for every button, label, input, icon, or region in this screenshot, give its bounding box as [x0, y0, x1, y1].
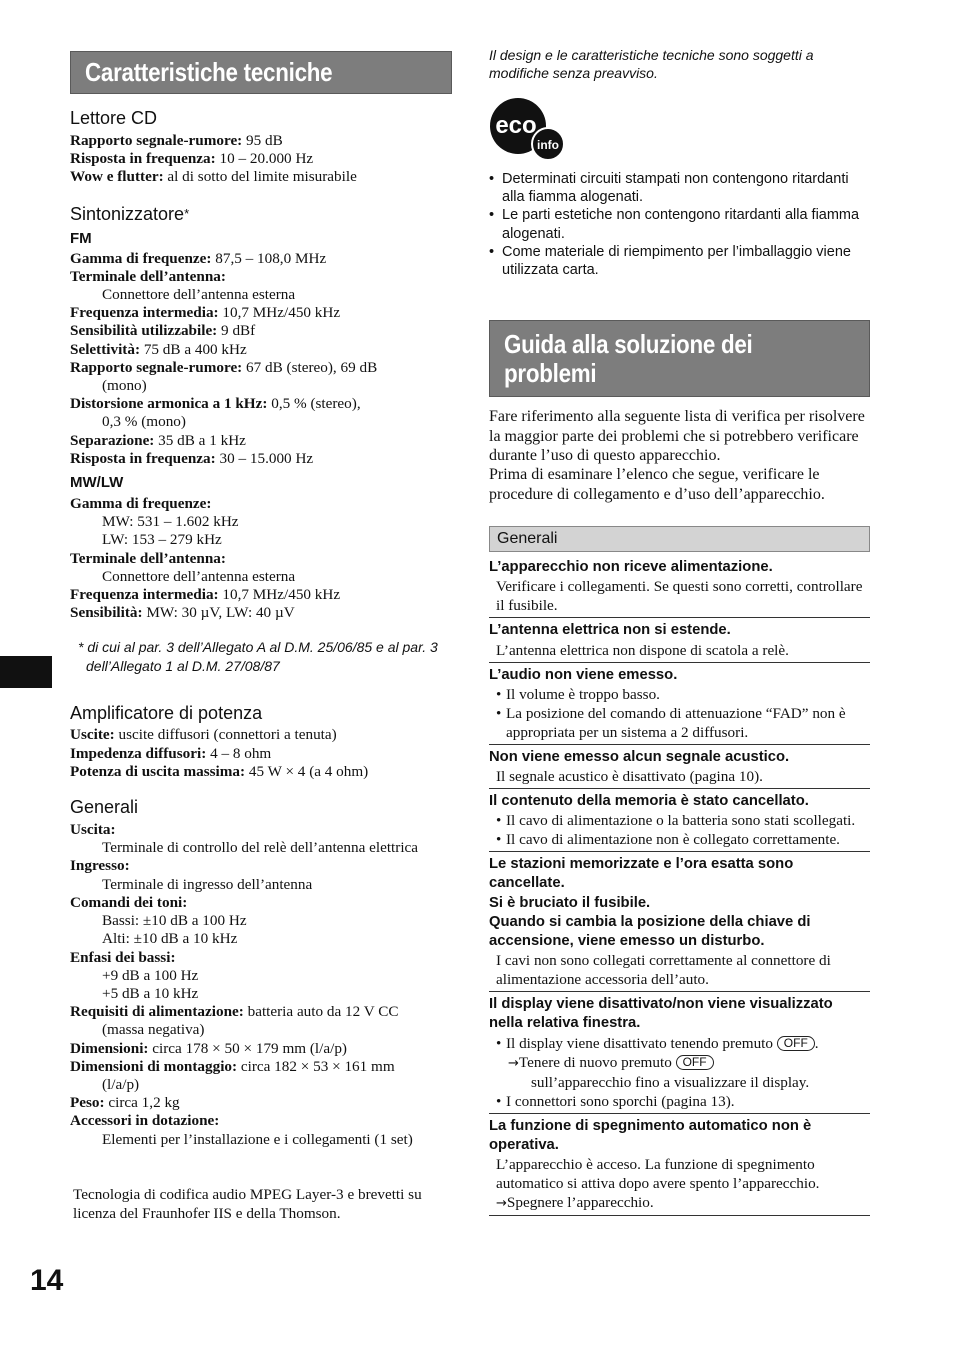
list-item	[489, 992, 870, 1113]
spec-row	[70, 395, 452, 413]
general-heading: Generali	[70, 797, 139, 818]
eco-bullet	[489, 206, 870, 242]
spec-label: Requisiti di alimentazione:	[70, 1003, 244, 1021]
bullet: •	[496, 1092, 502, 1110]
spec-value: al di sotto del limite misurabile	[163, 168, 357, 186]
off-key-label: OFF	[777, 1036, 815, 1051]
spec-row	[70, 432, 452, 450]
list-item	[489, 555, 870, 618]
spec-value: Connettore dell’antenna esterna	[102, 567, 296, 585]
spec-label: Distorsione armonica a 1 kHz:	[70, 395, 268, 413]
spec-value: (l/a/p)	[102, 1075, 140, 1093]
spec-label: Impedenza diffusori:	[70, 744, 207, 762]
solution: L’antenna elettrica non dispone di scatola a relè.	[496, 641, 789, 659]
spec-value: +9 dB a 100 Hz	[102, 966, 199, 984]
solution: Verificare i collegamenti. Se questi sono corretti, controllare il fusibile.	[496, 578, 863, 615]
list-item	[489, 745, 870, 789]
spec-label: Ingresso:	[70, 857, 130, 875]
spec-value: (massa negativa)	[102, 1021, 205, 1039]
spec-label: Frequenza intermedia:	[70, 304, 219, 322]
spec-value: Terminale di controllo del relè dell’antenna elettrica	[102, 839, 419, 857]
problem: Le stazioni memorizzate e l’ora esatta sono cancellate.	[489, 856, 794, 892]
eco-bullet-text: Come materiale di riempimento per l’imballaggio viene utilizzata carta.	[502, 243, 851, 279]
spec-value: batteria auto da 12 V CC	[243, 1003, 399, 1021]
specs-title: Caratteristiche tecniche	[85, 57, 333, 87]
spec-value: Terminale di ingresso dell’antenna	[102, 875, 313, 893]
spec-value: MW: 30 µV, LW: 40 µV	[142, 604, 295, 622]
spec-label: Accessori in dotazione:	[70, 1112, 220, 1130]
spec-label: Frequenza intermedia:	[70, 586, 219, 604]
info-text: info	[537, 138, 559, 152]
amp-heading: Amplificatore di potenza	[70, 703, 263, 724]
chapter-tab-marker	[0, 656, 52, 688]
spec-value: +5 dB a 10 kHz	[102, 984, 199, 1002]
bullet: •	[496, 1034, 502, 1052]
spec-label: Potenza di uscita massima:	[70, 762, 246, 780]
solution: Il cavo di alimentazione non è collegato correttamente.	[506, 831, 840, 849]
design-note: Il design e le caratteristiche tecniche sono soggetti a modifiche senza preavviso.	[489, 47, 814, 81]
solution-bullet	[489, 1092, 870, 1111]
spec-row	[70, 1040, 452, 1058]
problem: L’apparecchio non riceve alimentazione.	[489, 559, 773, 576]
right-column	[489, 0, 870, 1216]
spec-value: LW: 153 – 279 kHz	[102, 531, 222, 549]
spec-value: 0,5 % (stereo),	[267, 395, 361, 413]
spec-value: 9 dBf	[217, 322, 256, 340]
arrow-icon: →	[508, 1055, 519, 1071]
spec-row	[70, 341, 452, 359]
spec-row	[70, 726, 452, 744]
specs-title-banner	[70, 51, 452, 94]
spec-value: 10,7 MHz/450 kHz	[218, 586, 341, 604]
spec-value: 0,3 % (mono)	[102, 413, 186, 431]
spec-value: 4 – 8 ohm	[206, 744, 272, 762]
list-item	[489, 618, 870, 662]
spec-value: Connettore dell’antenna esterna	[102, 286, 296, 304]
solution: Il volume è troppo basso.	[506, 685, 660, 703]
problem: Quando si cambia la posizione della chiave di accensione, viene emesso un disturbo.	[489, 913, 811, 950]
spec-label: Sensibilità utilizzabile:	[70, 322, 218, 340]
spec-row	[70, 304, 452, 322]
cd-heading: Lettore CD	[70, 108, 158, 128]
solution: L’apparecchio è acceso. La funzione di spegnimento automatico si attiva dopo avere spento l’apparecchio.	[496, 1156, 820, 1193]
spec-value: 10,7 MHz/450 kHz	[218, 304, 341, 322]
list-item	[489, 663, 870, 745]
spec-label: Risposta in frequenza:	[70, 150, 216, 168]
spec-label: Peso:	[70, 1094, 105, 1112]
eco-bullet-text: Determinati circuiti stampati non contengono ritardanti alla fiamma alogenati.	[502, 171, 849, 206]
eco-bullet	[489, 243, 870, 279]
eco-bullets	[489, 170, 870, 279]
amp-section	[70, 702, 452, 781]
spec-value: 95 dB	[242, 132, 283, 149]
trouble-general-heading: Generali	[489, 526, 870, 552]
arrow-icon: →	[496, 1196, 507, 1212]
spec-value: uscite diffusori (connettori a tenuta)	[114, 726, 337, 744]
specs-column	[70, 0, 452, 1224]
spec-label: Gamma di frequenze:	[70, 249, 212, 267]
spec-label: Comandi dei toni:	[70, 893, 188, 911]
solution: Il cavo di alimentazione o la batteria sono stati scollegati.	[506, 812, 856, 830]
solution: La posizione del comando di attenuazione “FAD” non è appropriata per un sistema a 2 diffusori.	[506, 704, 846, 741]
spec-row	[70, 168, 452, 186]
spec-label: Uscite:	[70, 726, 115, 744]
solution-text: Tenere di nuovo premuto	[518, 1053, 676, 1071]
mw-specs	[70, 495, 452, 622]
spec-value: 45 W × 4 (a 4 ohm)	[245, 762, 369, 780]
trouble-title: Guida alla soluzione dei problemi	[504, 329, 753, 389]
spec-row	[70, 1094, 452, 1112]
spec-row	[70, 150, 452, 168]
spec-label: Dimensioni di montaggio:	[70, 1057, 238, 1075]
problem: L’audio non viene emesso.	[489, 666, 678, 683]
solution-arrow-step	[489, 1193, 870, 1213]
list-item	[489, 852, 870, 992]
spec-row	[70, 250, 452, 268]
spec-value: circa 1,2 kg	[104, 1094, 180, 1112]
solution-bullet	[489, 704, 870, 742]
spec-value: (mono)	[102, 377, 147, 395]
problem: Non viene emesso alcun segnale acustico.	[489, 748, 790, 765]
list-item	[489, 1114, 870, 1216]
spec-value: circa 178 × 50 × 179 mm (l/a/p)	[148, 1039, 347, 1057]
problem: Si è bruciato il fusibile.	[489, 894, 651, 911]
spec-row	[70, 604, 452, 622]
spec-value: Bassi: ±10 dB a 100 Hz	[102, 912, 247, 930]
eco-info-logo	[489, 97, 569, 163]
spec-label: Enfasi dei bassi:	[70, 948, 176, 966]
spec-label: Gamma di frequenze:	[70, 495, 212, 513]
spec-value: 10 – 20.000 Hz	[215, 150, 314, 168]
bullet: •	[489, 171, 495, 187]
problem: L’antenna elettrica non si estende.	[489, 622, 731, 639]
spec-row	[70, 450, 452, 468]
fm-specs	[70, 250, 452, 468]
spec-label: Selettività:	[70, 340, 141, 358]
trouble-title-banner	[489, 320, 870, 397]
spec-row	[70, 586, 452, 604]
mw-heading: MW/LW	[70, 474, 124, 492]
off-key-label: OFF	[676, 1055, 714, 1070]
spec-row	[70, 1058, 452, 1076]
spec-label: Terminale dell’antenna:	[70, 549, 226, 567]
solution-text: .	[814, 1034, 819, 1052]
general-specs	[70, 821, 452, 1149]
fm-heading: FM	[70, 229, 92, 247]
list-item	[489, 789, 870, 852]
tuner-footnote: * di cui al par. 3 dell’Allegato A al D.M. 25/06/85 e al par. 3 dell’Allegato 1 al D.M. 27/08/87	[78, 639, 438, 674]
eco-text: eco	[495, 112, 537, 139]
problem: La funzione di spegnimento automatico non è operativa.	[489, 1117, 812, 1153]
problem: Il display viene disattivato/non viene visualizzato nella relativa finestra.	[489, 996, 833, 1032]
mp3-notice: Tecnologia di codifica audio MPEG Layer-3 e brevetti su licenza del Fraunhofer IIS e della Thomson.	[73, 1185, 422, 1223]
spec-label: Sensibilità:	[70, 604, 143, 622]
spec-label: Uscita:	[70, 821, 116, 839]
tuner-heading	[70, 203, 452, 225]
tuner-section	[70, 203, 452, 676]
spec-label: Rapporto segnale-rumore:	[70, 132, 243, 149]
trouble-list	[489, 555, 870, 1216]
solution: Il segnale acustico è disattivato (pagina 10).	[496, 768, 763, 786]
trouble-intro-2: Prima di esaminare l’elenco che segue, verificare le procedure di collegamento e d’uso dell’apparecchio.	[489, 466, 825, 503]
solution-bullet	[489, 685, 870, 704]
spec-label: Wow e flutter:	[70, 168, 164, 186]
spec-row	[70, 745, 452, 763]
spec-label: Dimensioni:	[70, 1039, 149, 1057]
bullet: •	[496, 685, 502, 703]
tuner-heading-text: Sintonizzatore	[70, 203, 185, 224]
solution	[506, 1034, 870, 1053]
spec-row	[70, 132, 452, 150]
tuner-asterisk: *	[184, 205, 190, 221]
solution-arrow-step	[489, 1053, 870, 1073]
spec-label: Risposta in frequenza:	[70, 449, 216, 467]
bullet: •	[489, 207, 495, 224]
general-section	[70, 796, 452, 1149]
cd-section	[70, 107, 452, 187]
page-number: 14	[30, 1264, 64, 1297]
solution-bullet	[489, 811, 870, 830]
spec-row	[70, 1003, 452, 1021]
bullet: •	[496, 831, 502, 849]
spec-value: Elementi per l’installazione e i collegamenti (1 set)	[102, 1130, 413, 1148]
problem: Il contenuto della memoria è stato cancellato.	[489, 793, 809, 810]
spec-value: Alti: ±10 dB a 10 kHz	[102, 930, 238, 948]
spec-row	[70, 359, 452, 377]
bullet: •	[496, 812, 502, 830]
solution-text: sull’apparecchio fino a visualizzare il display.	[531, 1073, 810, 1091]
solution: I cavi non sono collegati correttamente al connettore di alimentazione accessoria dell’auto.	[496, 952, 831, 989]
spec-value: 35 dB a 1 kHz	[154, 431, 246, 449]
eco-bullet-text: Le parti estetiche non contengono ritardanti alla fiamma alogenati.	[502, 207, 860, 242]
trouble-intro-1: Fare riferimento alla seguente lista di verifica per risolvere la maggior parte dei problemi che si potrebbero verificare durante l’uso di questo apparecchio.	[489, 408, 865, 465]
spec-value: circa 182 × 53 × 161 mm	[237, 1057, 395, 1075]
spec-value: 30 – 15.000 Hz	[215, 449, 314, 467]
eco-bullet	[489, 170, 870, 206]
bullet: •	[496, 704, 502, 722]
solution-bullet	[489, 1034, 870, 1053]
spec-row	[70, 763, 452, 781]
spec-value: 75 dB a 400 kHz	[140, 340, 247, 358]
spec-label: Rapporto segnale-rumore:	[70, 358, 243, 376]
spec-value: MW: 531 – 1.602 kHz	[102, 513, 239, 531]
spec-value: 67 dB (stereo), 69 dB	[242, 358, 378, 376]
spec-row	[70, 322, 452, 340]
spec-value: 87,5 – 108,0 MHz	[211, 249, 327, 267]
solution-bullet	[489, 830, 870, 849]
bullet: •	[489, 243, 495, 260]
solution-text: Il display viene disattivato tenendo premuto	[506, 1034, 777, 1052]
spec-label: Terminale dell’antenna:	[70, 267, 226, 285]
solution-text: Spegnere l’apparecchio.	[506, 1194, 654, 1212]
solution: I connettori sono sporchi (pagina 13).	[506, 1092, 735, 1110]
spec-label: Separazione:	[70, 431, 155, 449]
